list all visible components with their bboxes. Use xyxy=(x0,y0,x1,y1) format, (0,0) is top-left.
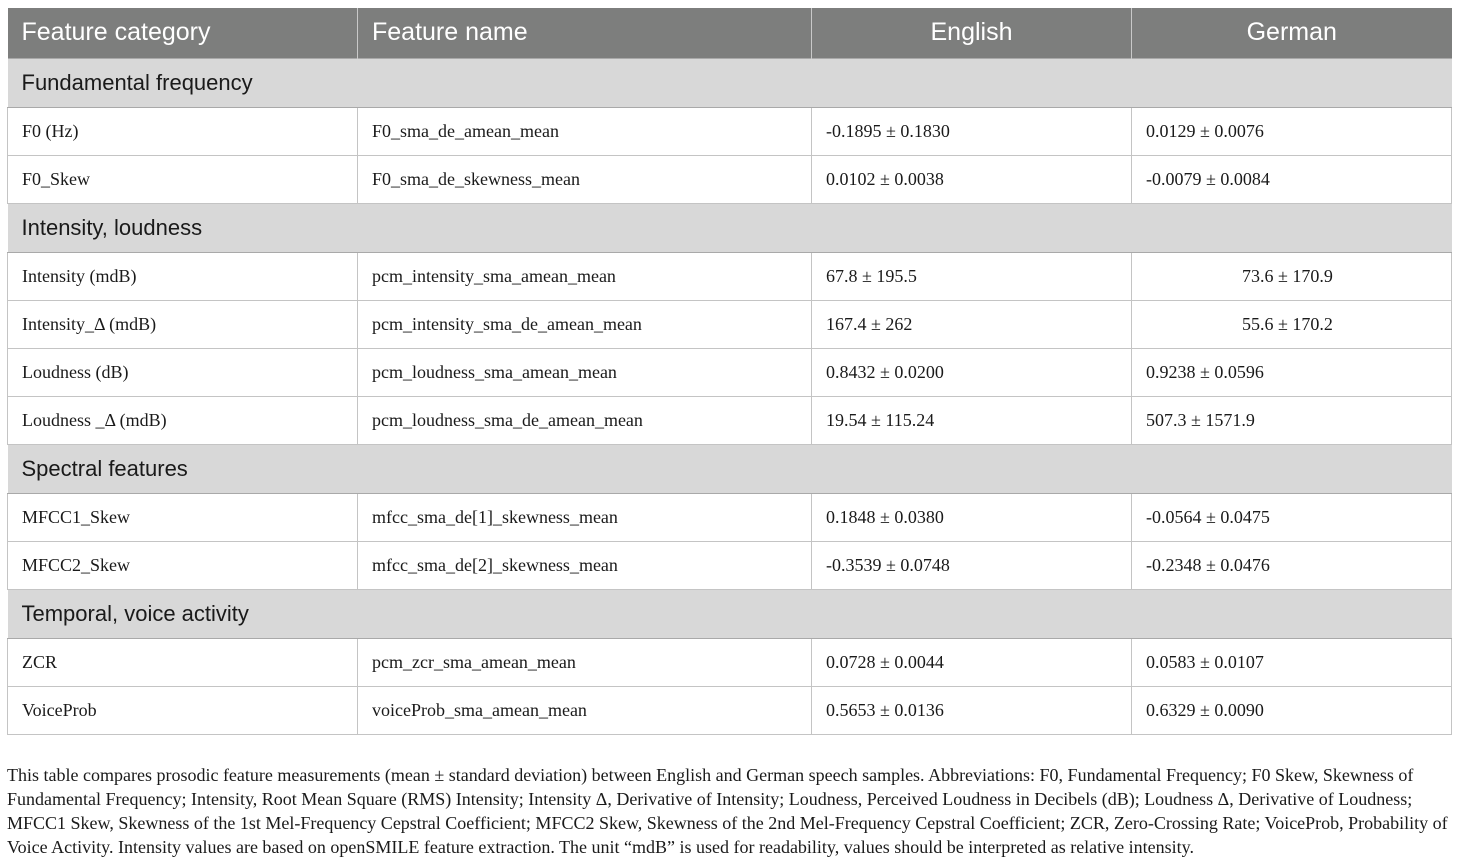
table-caption: This table compares prosodic feature measurements (mean ± standard deviation) between English and German speech samples. Abbreviations: F0, Fundamental Frequency; F0 Skew, Skewness of Fundamental Frequency; Intensity, Root Mean Square (RMS) Intensity; Intensity Δ, Derivative of Intensity; Loudness, Perceived Loudness in Decibels (dB); Loudness Δ, Derivative of Loudness; MFCC1 Skew, Skewness of the 1st Mel-Frequency Cepstral Coefficient; MFCC2 Skew, Skewness of the 2nd Mel-Frequency Cepstral Coefficient; ZCR, Zero-Crossing Rate; VoiceProb, Probability of Voice Activity. Intensity values are based on openSMILE feature extraction. The unit “mdB” is used for readability, values should be interpreted as relative intensity. xyxy=(7,765,1448,857)
section-title: Temporal, voice activity xyxy=(8,589,1452,638)
header-feature-name: Feature name xyxy=(358,8,812,58)
cell-feature-category: ZCR xyxy=(8,638,358,686)
cell-feature-category: MFCC1_Skew xyxy=(8,493,358,541)
table-header-row xyxy=(8,8,1452,58)
cell-feature-category: Loudness (dB) xyxy=(8,348,358,396)
table-row xyxy=(8,541,1452,589)
cell-english-value: 19.54 ± 115.24 xyxy=(812,396,1132,444)
section-row-spectral-features xyxy=(8,444,1452,493)
feature-table-container xyxy=(7,8,1451,735)
header-german: German xyxy=(1132,8,1452,58)
cell-english-value: 0.8432 ± 0.0200 xyxy=(812,348,1132,396)
header-english: English xyxy=(812,8,1132,58)
cell-german-value: 507.3 ± 1571.9 xyxy=(1132,396,1452,444)
cell-feature-name: voiceProb_sma_amean_mean xyxy=(358,686,812,734)
section-row-intensity-loudness xyxy=(8,203,1452,252)
header-feature-category: Feature category xyxy=(8,8,358,58)
cell-feature-category: VoiceProb xyxy=(8,686,358,734)
cell-german-value: -0.2348 ± 0.0476 xyxy=(1132,541,1452,589)
cell-english-value: 0.1848 ± 0.0380 xyxy=(812,493,1132,541)
section-row-temporal-voice-activity xyxy=(8,589,1452,638)
cell-feature-name: pcm_loudness_sma_amean_mean xyxy=(358,348,812,396)
table-row xyxy=(8,638,1452,686)
section-row-fundamental-frequency xyxy=(8,58,1452,107)
cell-german-value: 0.6329 ± 0.0090 xyxy=(1132,686,1452,734)
cell-feature-category: MFCC2_Skew xyxy=(8,541,358,589)
cell-feature-name: F0_sma_de_amean_mean xyxy=(358,107,812,155)
cell-feature-name: pcm_loudness_sma_de_amean_mean xyxy=(358,396,812,444)
cell-german-value: 73.6 ± 170.9 xyxy=(1132,252,1452,300)
table-row xyxy=(8,155,1452,203)
cell-feature-category: F0 (Hz) xyxy=(8,107,358,155)
cell-german-value: 0.9238 ± 0.0596 xyxy=(1132,348,1452,396)
section-title: Intensity, loudness xyxy=(8,203,1452,252)
cell-feature-name: mfcc_sma_de[1]_skewness_mean xyxy=(358,493,812,541)
table-row xyxy=(8,493,1452,541)
cell-english-value: 0.0728 ± 0.0044 xyxy=(812,638,1132,686)
cell-english-value: 167.4 ± 262 xyxy=(812,300,1132,348)
cell-german-value: 0.0129 ± 0.0076 xyxy=(1132,107,1452,155)
table-row xyxy=(8,107,1452,155)
cell-feature-name: pcm_zcr_sma_amean_mean xyxy=(358,638,812,686)
cell-feature-category: Intensity (mdB) xyxy=(8,252,358,300)
cell-german-value: 0.0583 ± 0.0107 xyxy=(1132,638,1452,686)
cell-german-value: 55.6 ± 170.2 xyxy=(1132,300,1452,348)
cell-english-value: 67.8 ± 195.5 xyxy=(812,252,1132,300)
table-row xyxy=(8,348,1452,396)
cell-feature-category: F0_Skew xyxy=(8,155,358,203)
table-row xyxy=(8,686,1452,734)
cell-english-value: 0.5653 ± 0.0136 xyxy=(812,686,1132,734)
cell-feature-name: pcm_intensity_sma_amean_mean xyxy=(358,252,812,300)
table-row xyxy=(8,300,1452,348)
cell-feature-category: Intensity_Δ (mdB) xyxy=(8,300,358,348)
cell-english-value: -0.1895 ± 0.1830 xyxy=(812,107,1132,155)
section-title: Fundamental frequency xyxy=(8,58,1452,107)
table-row xyxy=(8,252,1452,300)
cell-english-value: 0.0102 ± 0.0038 xyxy=(812,155,1132,203)
cell-german-value: -0.0564 ± 0.0475 xyxy=(1132,493,1452,541)
cell-feature-name: F0_sma_de_skewness_mean xyxy=(358,155,812,203)
prosodic-feature-table xyxy=(7,8,1452,735)
section-title: Spectral features xyxy=(8,444,1452,493)
cell-english-value: -0.3539 ± 0.0748 xyxy=(812,541,1132,589)
table-row xyxy=(8,396,1452,444)
cell-feature-name: mfcc_sma_de[2]_skewness_mean xyxy=(358,541,812,589)
cell-feature-name: pcm_intensity_sma_de_amean_mean xyxy=(358,300,812,348)
cell-german-value: -0.0079 ± 0.0084 xyxy=(1132,155,1452,203)
cell-feature-category: Loudness _Δ (mdB) xyxy=(8,396,358,444)
